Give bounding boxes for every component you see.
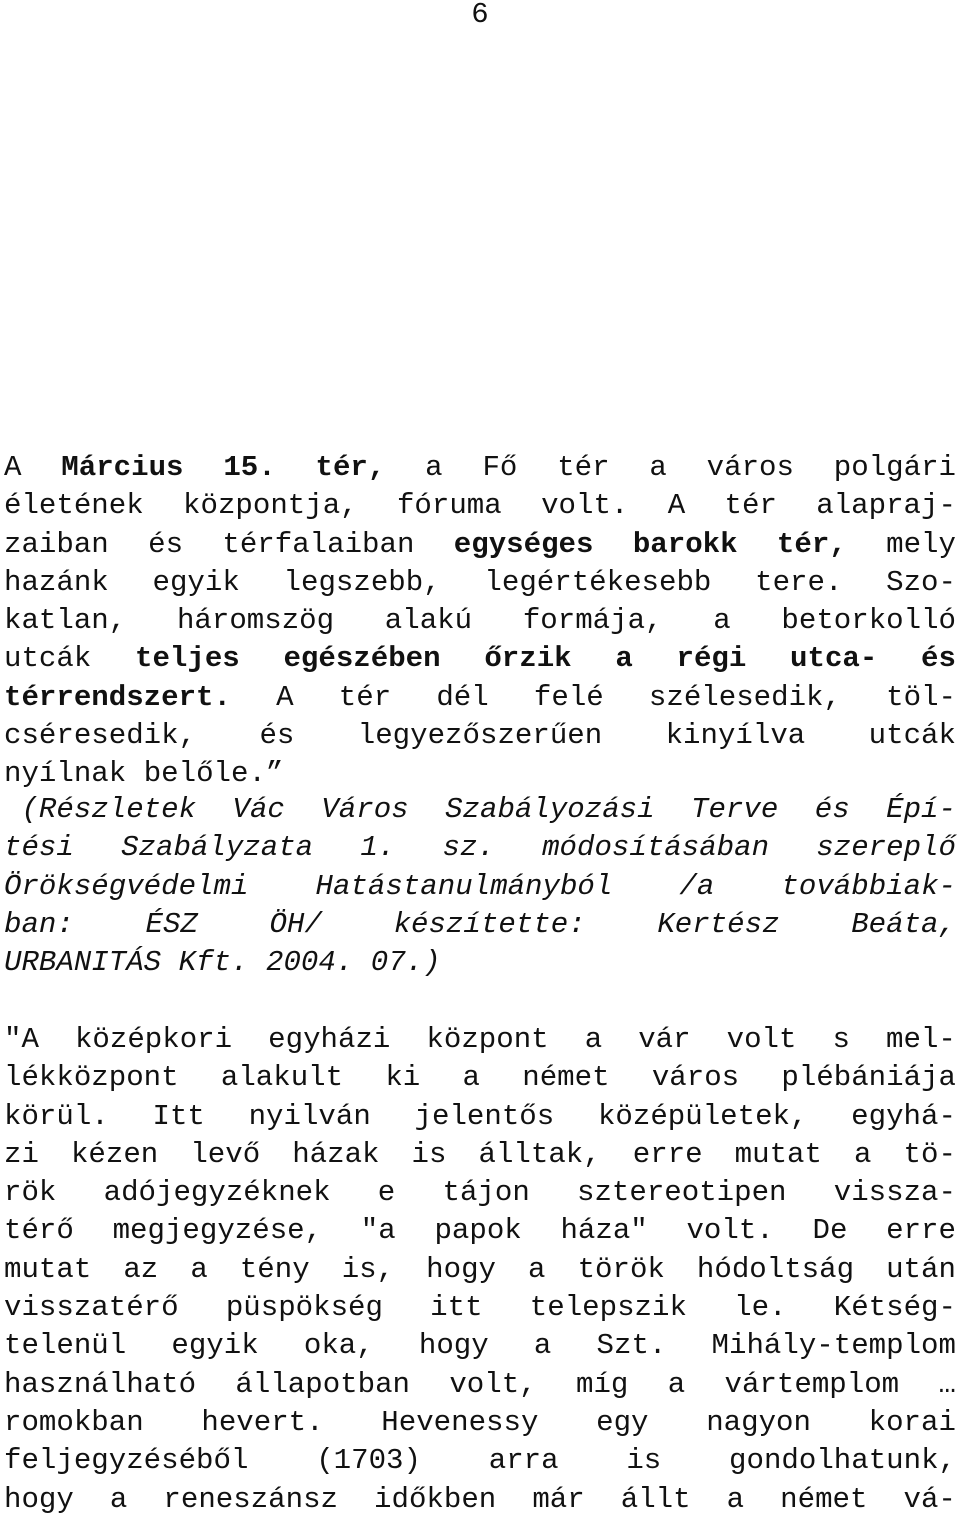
word: De — [812, 1214, 848, 1248]
word: Szabályzata — [121, 831, 314, 865]
word: város — [651, 1061, 740, 1095]
bold-word: utca- — [790, 642, 878, 676]
text-line — [4, 755, 956, 793]
word: módosításában — [542, 831, 770, 865]
word: telepszik — [529, 1291, 687, 1325]
word: püspökség — [225, 1291, 383, 1325]
text-line — [4, 449, 956, 487]
word: Hatástanulmányból — [315, 869, 613, 903]
word: volt. — [686, 1214, 774, 1248]
word: feljegyzéséből — [4, 1444, 249, 1478]
word: a — [649, 451, 667, 484]
page-number: 6 — [471, 0, 489, 31]
word: A — [276, 680, 294, 714]
text-line — [4, 1212, 956, 1250]
word: Fő — [482, 451, 518, 484]
word: katlan, — [4, 604, 127, 638]
text-line — [4, 1059, 956, 1097]
word: Beáta, — [851, 907, 956, 941]
word: Város — [321, 793, 409, 826]
word: központ — [426, 1023, 549, 1056]
word: az — [123, 1252, 159, 1286]
word: is — [626, 1444, 662, 1478]
word: (Részletek — [4, 793, 197, 826]
word: háza" — [560, 1214, 648, 1248]
text-line — [4, 1251, 956, 1289]
word: formája, — [522, 604, 663, 638]
word: város — [706, 451, 794, 484]
word: Kertész — [657, 907, 780, 941]
word: házak — [292, 1137, 380, 1171]
text-line — [4, 906, 956, 944]
word: használható — [4, 1367, 197, 1401]
word: a — [109, 1482, 128, 1516]
word: és — [814, 793, 850, 826]
text-line — [4, 640, 956, 678]
word: központja, — [183, 489, 358, 523]
word: itt — [430, 1291, 483, 1325]
word: erre — [886, 1214, 956, 1248]
word: a — [190, 1252, 208, 1286]
word: a — [584, 1023, 603, 1056]
word: lékközpont — [4, 1061, 179, 1095]
text-line — [4, 1442, 956, 1480]
word: vár — [638, 1023, 691, 1056]
word: legyezőszerűen — [357, 719, 603, 753]
word: is, — [341, 1252, 395, 1286]
word: egyik — [171, 1329, 259, 1363]
word: zi — [4, 1137, 39, 1171]
word: vá- — [903, 1482, 956, 1516]
word: nyilván — [248, 1099, 371, 1133]
source-note — [4, 791, 956, 982]
bold-word: barokk — [632, 527, 738, 561]
word: tér — [724, 489, 777, 523]
word: erre — [632, 1137, 703, 1171]
word: utcák — [4, 642, 92, 676]
word: Itt — [152, 1099, 205, 1133]
word: legértékesebb — [484, 565, 712, 599]
word: tér — [338, 680, 392, 714]
word: korai — [868, 1405, 956, 1439]
bold-word: 15. — [223, 451, 276, 484]
word: a — [854, 1137, 872, 1171]
word: le. — [734, 1291, 787, 1325]
word: és — [259, 719, 295, 753]
bold-word: őrzik — [484, 642, 572, 676]
word: volt — [726, 1023, 797, 1056]
text-line — [4, 1481, 956, 1519]
word: legszebb, — [283, 565, 441, 599]
word: Szo- — [886, 565, 956, 599]
word: "A — [4, 1023, 39, 1056]
text-line — [4, 487, 956, 525]
word: mely — [886, 527, 956, 561]
word: fóruma — [396, 489, 502, 523]
text-line — [4, 1021, 956, 1059]
text-line — [4, 1366, 956, 1404]
word: 07.) — [370, 946, 441, 980]
word: tö- — [903, 1137, 956, 1171]
word: mutat — [734, 1137, 822, 1171]
bold-word: egységes — [453, 527, 594, 561]
word: gondolhatunk, — [729, 1444, 956, 1478]
word: Mihály-templom — [711, 1329, 956, 1363]
bold-word: Március — [61, 451, 184, 484]
text-line — [4, 526, 956, 564]
word: vissza- — [833, 1176, 956, 1210]
bold-word: régi — [676, 642, 747, 676]
word: hódoltság — [696, 1252, 855, 1286]
word: sztereotipen — [577, 1176, 787, 1210]
word: kinyílva — [665, 719, 806, 753]
word: időkben — [374, 1482, 497, 1516]
word: tény — [239, 1252, 310, 1286]
word: Szt. — [596, 1329, 667, 1363]
word: 1. — [360, 831, 396, 865]
word: a — [528, 1252, 546, 1286]
text-line — [4, 1136, 956, 1174]
word: s — [832, 1023, 850, 1056]
word: hogy — [426, 1252, 496, 1286]
text-line — [4, 791, 956, 829]
word: is — [411, 1137, 447, 1171]
word: mel- — [886, 1023, 956, 1056]
word: török — [577, 1252, 665, 1286]
word: egyházi — [268, 1023, 391, 1056]
word: arra — [488, 1444, 559, 1478]
text-line — [4, 602, 956, 640]
word: megjegyzése, — [112, 1214, 323, 1248]
word: vártemplom — [724, 1367, 900, 1401]
word: belőle.” — [143, 757, 284, 791]
word: a — [713, 604, 731, 638]
word: tere. — [755, 565, 843, 599]
word: 2004. — [265, 946, 354, 980]
word: középkori — [74, 1023, 233, 1056]
word: Vác — [232, 793, 285, 826]
word: Terve — [691, 793, 779, 826]
text-line — [4, 1174, 956, 1212]
word: felé — [533, 680, 604, 714]
word: alakult — [220, 1061, 344, 1095]
word: papok — [434, 1214, 522, 1248]
word: visszatérő — [4, 1291, 179, 1325]
word: volt, — [449, 1367, 537, 1401]
bold-word: a — [615, 642, 633, 676]
bold-word: tér, — [776, 527, 847, 561]
word: A — [4, 451, 22, 484]
word: jelentős — [414, 1099, 555, 1133]
text-line — [4, 829, 956, 867]
word: készítette: — [393, 907, 586, 941]
paragraph-kozepkori-kozpont — [4, 1021, 956, 1519]
word: A — [667, 489, 686, 523]
word: életének — [4, 489, 144, 523]
word: középületek, — [597, 1099, 808, 1133]
text-line — [4, 1404, 956, 1442]
word: és — [148, 527, 184, 561]
word: a — [726, 1482, 745, 1516]
word: egy — [596, 1405, 649, 1439]
word: Szabályozási — [445, 793, 655, 826]
word: álltak, — [478, 1137, 601, 1171]
word: térő — [4, 1214, 74, 1248]
word: töl- — [886, 680, 956, 714]
word: ban: — [4, 907, 74, 941]
text-line — [4, 1098, 956, 1136]
word: körül. — [4, 1099, 109, 1133]
word: tési — [4, 831, 74, 865]
word: Hevenessy — [381, 1405, 539, 1439]
word: Kft. — [178, 946, 249, 980]
word: állt — [620, 1482, 691, 1516]
word: tér — [557, 451, 610, 484]
word: zaiban — [4, 527, 109, 561]
bold-word: egészében — [283, 642, 441, 676]
word: oka, — [303, 1329, 374, 1363]
word: plébániája — [781, 1061, 956, 1095]
word: már — [532, 1482, 585, 1516]
word: ÖH/ — [269, 907, 322, 941]
word: a — [462, 1061, 480, 1095]
text-line — [4, 868, 956, 906]
word: nyílnak — [4, 757, 127, 791]
word: hevert. — [201, 1405, 324, 1439]
word: Épí- — [886, 793, 956, 826]
word: (1703) — [316, 1444, 421, 1478]
word: URBANITÁS — [4, 946, 162, 980]
word: romokban — [4, 1405, 144, 1439]
word: betorkolló — [781, 604, 956, 638]
word: térfalaiban — [222, 527, 415, 561]
word: ki — [385, 1061, 421, 1095]
bold-word: tér, — [315, 451, 386, 484]
word: a — [533, 1329, 552, 1363]
word: német — [522, 1061, 610, 1095]
text-line — [4, 717, 956, 755]
text-line — [4, 679, 956, 717]
word: polgári — [833, 451, 956, 484]
word: ÉSZ — [145, 907, 198, 941]
word: után — [886, 1252, 956, 1286]
word: alapraj- — [816, 489, 956, 523]
text-line — [4, 1289, 956, 1327]
word: utcák — [868, 719, 956, 753]
word: hogy — [4, 1482, 74, 1516]
word: a — [667, 1367, 686, 1401]
word: tájon — [442, 1176, 530, 1210]
word: szereplő — [816, 831, 956, 865]
word: Kétség- — [833, 1291, 956, 1325]
word: e — [377, 1176, 396, 1210]
word: egyhá- — [851, 1099, 956, 1133]
word: kézen — [70, 1137, 159, 1171]
text-line — [4, 944, 956, 982]
word: reneszánsz — [163, 1482, 338, 1516]
word: mutat — [4, 1252, 92, 1286]
word: hogy — [418, 1329, 489, 1363]
word: "a — [360, 1214, 396, 1248]
paragraph-marcius-15-ter — [4, 449, 956, 794]
word: német — [780, 1482, 868, 1516]
word: a — [425, 451, 443, 484]
text-line — [4, 564, 956, 602]
word: … — [938, 1367, 956, 1401]
word: nagyon — [706, 1405, 811, 1439]
word: volt. — [541, 489, 629, 523]
word: /a — [679, 869, 715, 903]
word: háromszög — [176, 604, 335, 638]
word: hazánk — [4, 565, 109, 599]
word: míg — [575, 1367, 629, 1401]
word: dél — [436, 680, 489, 714]
word: állapotban — [235, 1367, 410, 1401]
word: adójegyzéknek — [103, 1176, 331, 1210]
text-line — [4, 1327, 956, 1365]
bold-word: teljes — [135, 642, 240, 676]
word: telenül — [4, 1329, 127, 1363]
bold-word: és — [921, 642, 956, 676]
word: alakú — [384, 604, 473, 638]
bold-word: térrendszert. — [4, 680, 231, 714]
word: cséresedik, — [4, 719, 197, 753]
word: Örökségvédelmi — [4, 869, 249, 903]
word: rök — [4, 1176, 57, 1210]
word: továbbiak- — [781, 869, 956, 903]
word: szélesedik, — [648, 680, 841, 714]
word: egyik — [152, 565, 240, 599]
word: levő — [190, 1137, 261, 1171]
word: sz. — [442, 831, 495, 865]
